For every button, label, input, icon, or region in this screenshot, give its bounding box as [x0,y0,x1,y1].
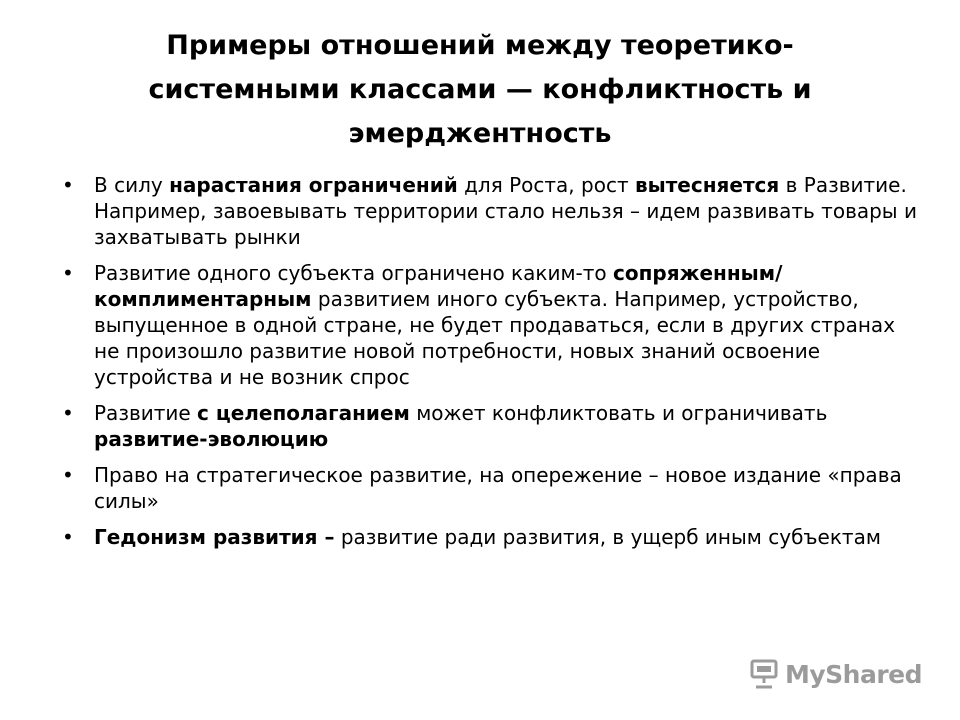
bullet-item [60,172,920,250]
bullet-item [60,400,920,452]
slide-title: Примеры отношений между теоретико-системными классами — конфликтность и эмерджентность [148,30,812,149]
watermark-text: MyShared [784,659,922,689]
bullet-list [60,172,920,560]
bullet-text: развитие ради развития, в ущерб иным субъектам [334,525,881,549]
presentation-board-icon [747,659,781,689]
bullet-marker: • [62,261,74,285]
bullet-bold-text: нарастания ограничений [169,173,458,197]
bullet-text: развитием иного субъекта. Например, устройство, выпущенное в одной стране, не будет продаваться, если в других странах не произошло развитие новой потребности, новых знаний освоение устройства и не возник спрос [94,287,896,389]
bullet-bold-text: сопряженным/комплиментарным [94,261,783,311]
bullet-text: для Роста, рост [457,173,635,197]
bullet-text: Право на стратегическое развитие, на опережение – новое издание «права силы» [94,463,902,513]
bullet-text: может конфликтовать и ограничивать [409,401,828,425]
bullet-text: в Развитие. Например, завоевывать территории стало нельзя – идем развивать товары и захватывать рынки [94,173,917,249]
bullet-bold-text: вытесняется [634,173,780,197]
bullet-text: В силу [94,173,170,197]
bullet-text: Развитие [94,401,198,425]
bullet-bold-text: Гедонизм развития – [94,525,335,549]
bullet-item [60,462,920,514]
bullet-marker: • [62,525,74,549]
bullet-item [60,260,920,390]
bullet-marker: • [62,463,74,487]
bullet-bold-text: развитие-эволюцию [94,427,329,451]
bullet-item [60,524,920,550]
bullet-text: Развитие одного субъекта ограничено каким-то [94,261,613,285]
bullet-marker: • [62,173,74,197]
bullet-bold-text: с целеполаганием [197,401,410,425]
watermark-logo [747,658,922,690]
bullet-marker: • [62,401,74,425]
